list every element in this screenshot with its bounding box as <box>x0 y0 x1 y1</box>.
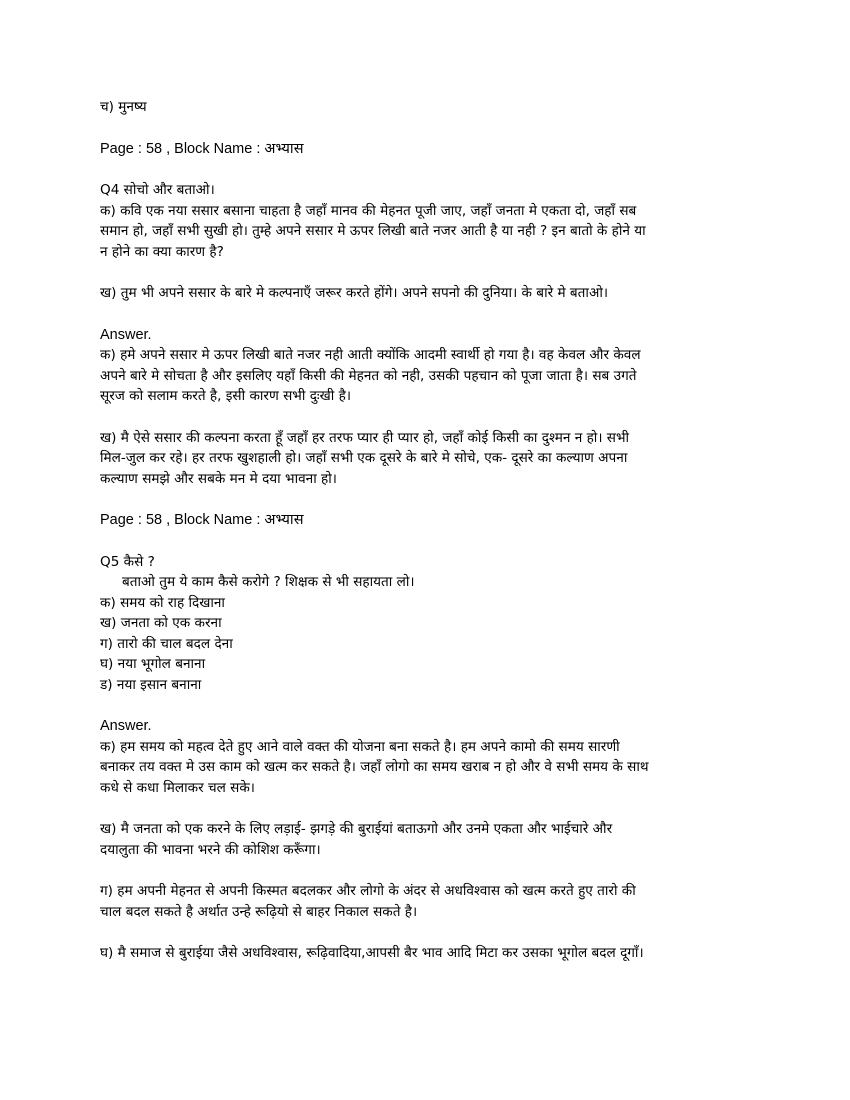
page-block-header: Page : 58 , Block Name : अभ्यास <box>100 512 304 528</box>
document-page <box>100 97 760 964</box>
option-cha: च) मुनष्य <box>100 99 147 115</box>
answer-q5-ga-line2: चाल बदल सकते है अर्थात उन्हे रूढ़ियो से बाहर निकाल सकते है। <box>100 903 418 920</box>
answer-q5-ga-line1: ग) हम अपनी मेहनत से अपनी किस्मत बदलकर और लोगो के अंदर से अधविश्वास को खत्म करते हुए तारो की <box>100 883 636 899</box>
question-q5-item: क) समय को राह दिखाना <box>100 594 225 611</box>
answer-q4-kha-line1: ख) मै ऐसे ससार की कल्पना करता हूँ जहाँ हर तरफ प्यार ही प्यार हो, जहाँ कोई किसी का दुश्मन न हो। सभी <box>100 429 630 446</box>
answer-q4-ka-line1: क) हमे अपने ससार मे ऊपर लिखी बाते नजर नही आती क्योंकि आदमी स्वार्थी हो गया है। वह केवल और केवल <box>100 347 641 363</box>
question-q4-ka-line2: समान हो, जहाँ सभी सुखी हो। तुम्हे अपने ससार मे ऊपर लिखी बाते नजर आती है या नही ? इन बातो के होने या <box>100 223 646 239</box>
answer-q5-kha-line2: दयालुता की भावना भरने की कोशिश करूँगा। <box>100 841 321 858</box>
answer-q5-ka-line3: कधे से कधा मिलाकर चल सके। <box>100 779 255 796</box>
question-q4-ka-line1: क) कवि एक नया ससार बसाना चाहता है जहाँ मानव की मेहनत पूजी जाए, जहाँ जनता मे एकता दो, जहाँ सब <box>100 202 637 219</box>
answer-q5-ka-line2: बनाकर तय वक्त मे उस काम को खत्म कर सकते है। जहाँ लोगो का समय खराब न हो और वे सभी समय के साथ <box>100 759 649 775</box>
question-q5-item: ख) जनता को एक करना <box>100 615 222 631</box>
question-q5-instruction: बताओ तुम ये काम कैसे करोगे ? शिक्षक से भी सहायता लो। <box>122 574 415 590</box>
question-q4-kha: ख) तुम भी अपने ससार के बारे मे कल्पनाएँ जरूर करते होंगे। अपने सपनो की दुनिया। के बारे मे बताओ। <box>100 285 609 301</box>
question-q4-title: Q4 सोचो और बताओ। <box>100 182 215 198</box>
question-q5-item: घ) नया भूगोल बनाना <box>100 656 206 672</box>
answer-q5-kha-line1: ख) मै जनता को एक करने के लिए लड़ाई- झगड़े की बुराईयां बताऊगो और उनमे एकता और भाईचारे और <box>100 821 613 837</box>
question-q4-ka-line3: न होने का क्या कारण है? <box>100 243 224 260</box>
answer-q4-ka-line3: सूरज को सलाम करते है, इसी कारण सभी दुःखी है। <box>100 388 352 404</box>
answer-q5-gha: घ) मै समाज से बुराईया जैसे अधविश्वास, रूढ़िवादिया,आपसी बैर भाव आदि मिटा कर उसका भूगोल बदल दूगाँ। <box>100 945 644 961</box>
answer-q5-ka-line1: क) हम समय को महत्व देते हुए आने वाले वक्त की योजना बना सकते है। हम अपने कामो की समय सारणी <box>100 738 620 755</box>
question-q5-item: ग) तारो की चाल बदल देना <box>100 635 233 652</box>
answer-label: Answer. <box>100 718 152 734</box>
answer-q4-kha-line3: कल्याण समझे और सबके मन मे दया भावना हो। <box>100 470 337 487</box>
question-q5-title: Q5 कैसे ? <box>100 553 155 570</box>
page-block-header: Page : 58 , Block Name : अभ्यास <box>100 140 304 157</box>
answer-label: Answer. <box>100 326 152 343</box>
answer-q4-ka-line2: अपने बारे मे सोचता है और इसलिए यहाँ किसी की मेहनत को नही, उसकी पहचान को पूजा जाता है। सब उगते <box>100 367 637 384</box>
answer-q4-kha-line2: मिल-जुल कर रहे। हर तरफ खुशहाली हो। जहाँ सभी एक दूसरे के बारे मे सोचे, एक- दूसरे का कल्याण अपना <box>100 450 628 466</box>
question-q5-item: ड) नया इसान बनाना <box>100 676 202 693</box>
